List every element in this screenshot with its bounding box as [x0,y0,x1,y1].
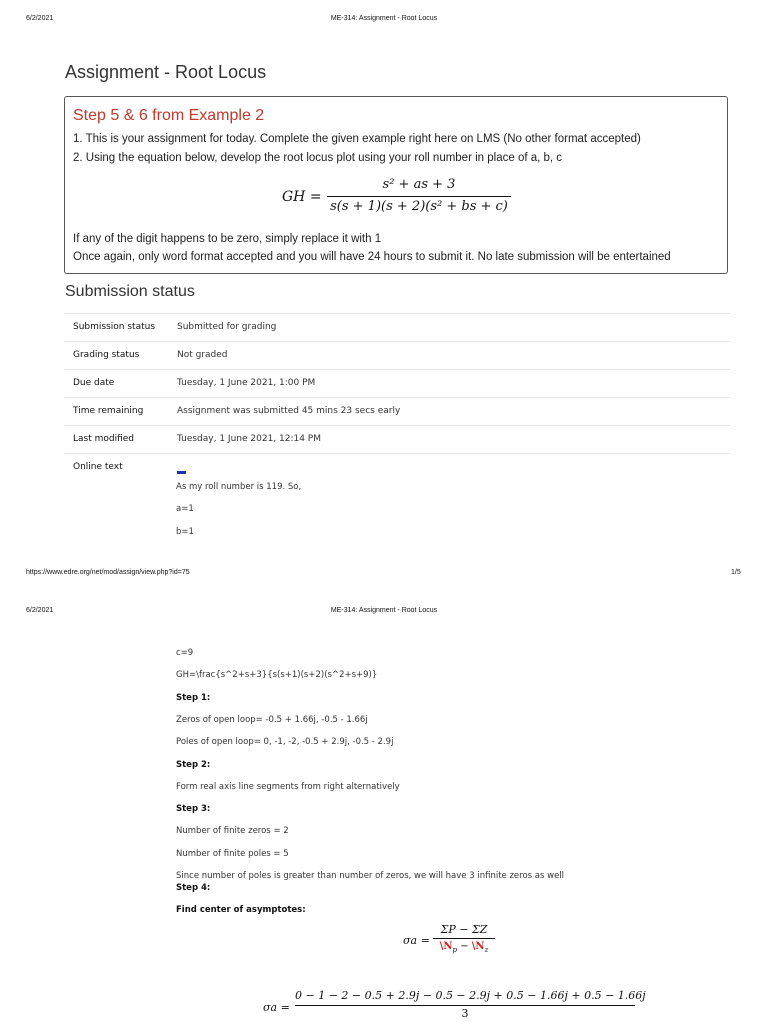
row-value-time-remaining: Assignment was submitted 45 mins 23 secs early [168,398,730,426]
submission-status-table [64,313,730,560]
sigma-den-minus: − [460,941,469,952]
gh-equation-denominator: s(s + 1)(s + 2)(s² + bs + c) [330,199,508,214]
online-text-gh-latex: GH=\frac{s^2+s+3}{s(s+1)(s+2)(s^2+s+9)} [176,670,378,680]
row-label-last-modified: Last modified [64,426,168,454]
page-header-date: 6/2/2021 [26,607,54,614]
real-axis-segments: Form real axis line segments from right alternatively [176,782,400,792]
table-row [64,370,730,398]
gh-equation-fraction-bar [327,196,511,197]
sigma-expanded-fraction [295,989,646,1023]
asymptote-center-heading: Find center of asymptotes: [176,905,306,915]
assignment-note-zero: If any of the digit happens to be zero, simply replace it with 1 [73,233,382,245]
sigma-equation-fraction-bar [433,938,495,939]
sigma-equation-denominator [433,941,495,954]
sigma-den-sub-1: p [452,946,457,954]
row-value-online-text [168,454,730,561]
sigma-den-term-1: \N [439,941,453,952]
table-row [64,426,730,454]
sigma-equation-fraction [433,923,495,959]
row-value-last-modified: Tuesday, 1 June 2021, 12:14 PM [168,426,730,454]
online-text-b-value: b=1 [176,527,194,537]
row-label-time-remaining: Time remaining [64,398,168,426]
open-loop-zeros: Zeros of open loop= -0.5 + 1.66j, -0.5 - 1.66j [176,715,368,725]
row-label-online-text: Online text [64,454,168,561]
step-1-heading: Step 1: [176,693,211,703]
finite-zeros-count: Number of finite zeros = 2 [176,826,289,836]
table-row [64,314,730,342]
page-header-date: 6/2/2021 [26,15,54,22]
sigma-den-sub-2: z [484,946,489,954]
table-row [64,342,730,370]
step-3-heading: Step 3: [176,804,211,814]
row-label-submission-status: Submission status [64,314,168,342]
sigma-expanded-numerator: 0 − 1 − 2 − 0.5 + 2.9j − 0.5 − 2.9j + 0.5 − 1.66j + 0.5 − 1.66j [295,989,646,1002]
assignment-instruction-1: 1. This is your assignment for today. Complete the given example right here on LMS (No other format accepted) [73,133,641,145]
sigma-den-term-2: \N [471,941,485,952]
row-label-due-date: Due date [64,370,168,398]
gh-equation-numerator: s² + as + 3 [382,177,456,192]
sigma-expanded-denominator: 3 [461,1007,469,1020]
sigma-equation-numerator: ΣP − ΣZ [440,923,488,936]
gh-equation-fraction [327,177,511,219]
sigma-expanded-fraction-bar [295,1005,635,1006]
table-row [64,398,730,426]
online-text-a-value: a=1 [176,504,194,514]
assignment-instruction-2: 2. Using the equation below, develop the root locus plot using your roll number in place of a, b, c [73,152,563,164]
gh-equation-lhs: GH = [282,189,322,205]
page-footer-number: 1/5 [731,569,741,576]
broken-image-icon [177,471,186,474]
finite-poles-count: Number of finite poles = 5 [176,849,289,859]
table-row-online-text [64,454,730,561]
row-value-submission-status: Submitted for grading [168,314,730,342]
infinite-zeros-note: Since number of poles is greater than number of zeros, we will have 3 infinite zeros as well [176,871,565,881]
sigma-expanded-lhs: σa = [263,1001,290,1014]
assignment-box-title: Step 5 & 6 from Example 2 [73,107,265,124]
page-header-title: ME-314: Assignment - Root Locus [330,15,438,22]
row-label-grading-status: Grading status [64,342,168,370]
page-header-title: ME-314: Assignment - Root Locus [330,607,438,614]
row-value-grading-status: Not graded [168,342,730,370]
page-title: Assignment - Root Locus [65,62,267,82]
submission-status-heading: Submission status [65,283,195,300]
step-4-heading: Step 4: [176,883,211,893]
open-loop-poles: Poles of open loop= 0, -1, -2, -0.5 + 2.9j, -0.5 - 2.9j [176,737,394,747]
row-value-due-date: Tuesday, 1 June 2021, 1:00 PM [168,370,730,398]
step-2-heading: Step 2: [176,760,211,770]
page-footer-url[interactable]: https://www.edre.org/net/mod/assign/view.php?id=75 [26,569,190,576]
sigma-equation-lhs: σa = [403,934,430,947]
online-text-c-value: c=9 [176,648,194,658]
online-text-roll-number: As my roll number is 119. So, [176,482,302,492]
assignment-note-format: Once again, only word format accepted and you will have 24 hours to submit it. No late submission will be entertained [73,251,671,263]
